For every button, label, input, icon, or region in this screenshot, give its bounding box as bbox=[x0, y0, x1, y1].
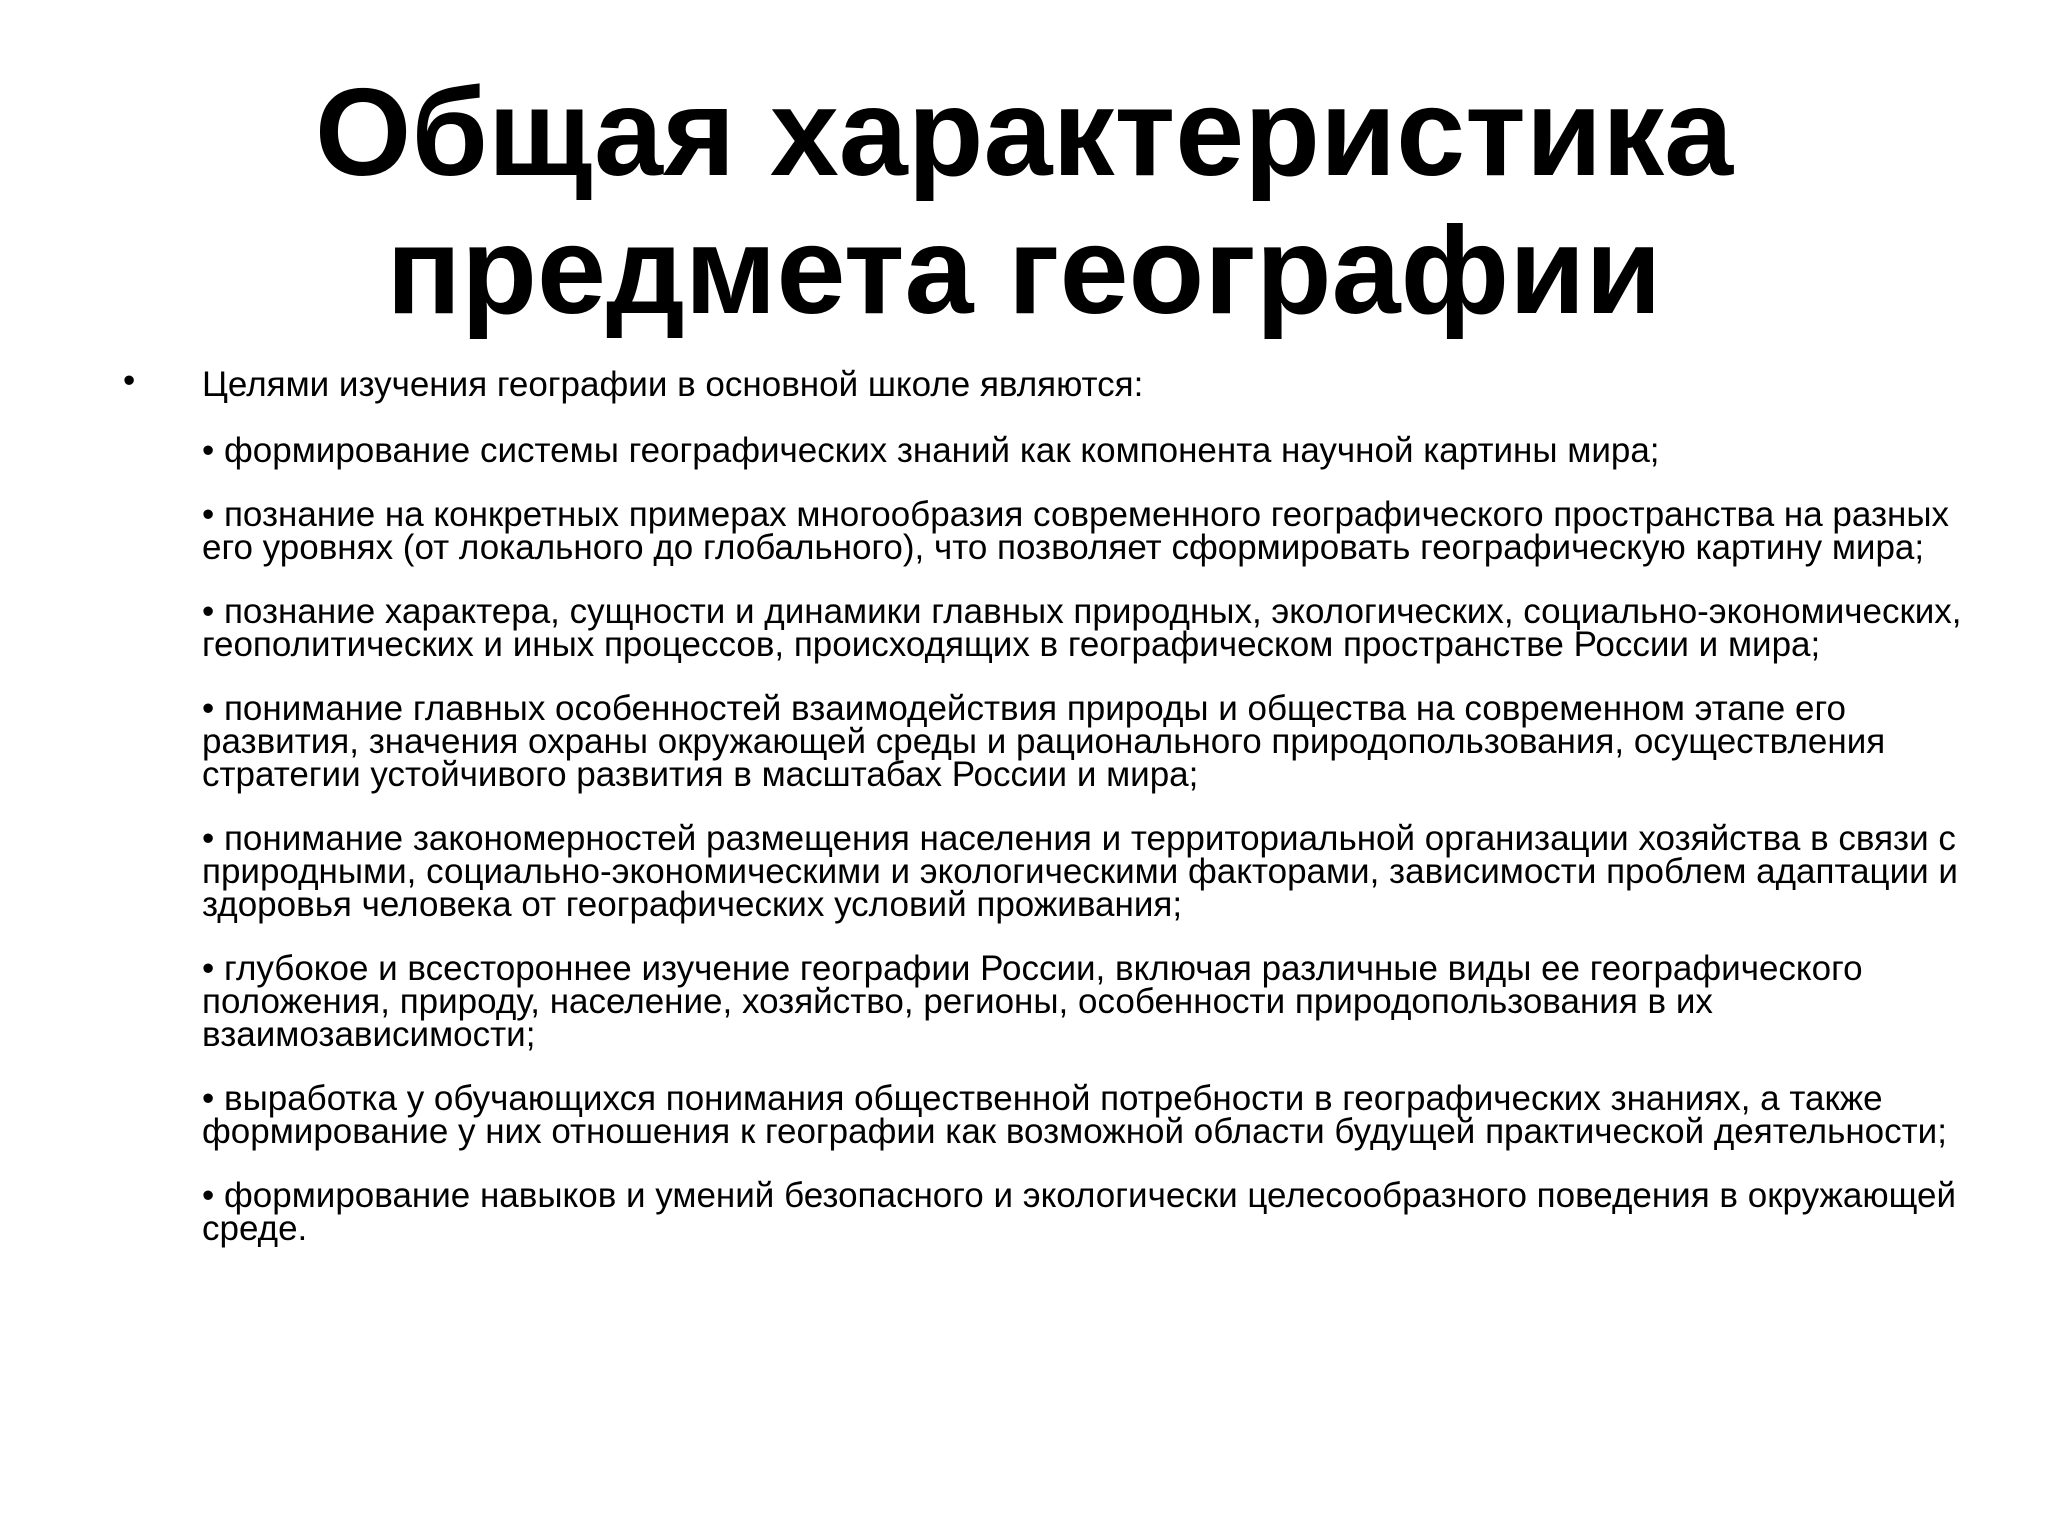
goals-list bbox=[120, 431, 1980, 1248]
intro-row bbox=[120, 361, 1980, 408]
goal-item-7: • выработка у обучающихся понимания общественной потребности в географических знаниях, а также формирование у них отношения к географии как возможной области будущей практической деятельности; bbox=[202, 1079, 1947, 1151]
goal-item-3: • познание характера, сущности и динамики главных природных, экологических, социально-экономических, геополитических и иных процессов, происходящих в географическом пространстве России и мира; bbox=[202, 592, 1962, 664]
slide-title-line-1: Общая характеристика bbox=[314, 64, 1734, 202]
slide-title bbox=[0, 64, 2048, 340]
goal-item-6: • глубокое и всестороннее изучение географии России, включая различные виды ее географического положения, природу, население, хозяйство, регионы, особенности природопользования в их взаимозависимости; bbox=[202, 949, 1863, 1054]
goal-item-1: • формирование системы географических знаний как компонента научной картины мира; bbox=[202, 431, 1660, 470]
goal-item-4: • понимание главных особенностей взаимодействия природы и общества на современном этапе его развития, значения охраны окружающей среды и рационального природопользования, осуществления стратегии устойчивого развития в масштабах России и мира; bbox=[202, 689, 1886, 794]
goal-item-5: • понимание закономерностей размещения населения и территориальной организации хозяйства в связи с природными, социально-экономическими и экологическими факторами, зависимости проблем адаптации и здоровья человека от географических условий проживания; bbox=[202, 819, 1958, 924]
slide-body bbox=[120, 361, 1980, 1248]
goal-item-2: • познание на конкретных примерах многообразия современного географического пространства на разных его уровнях (от локального до глобального), что позволяет сформировать географическую картину мира; bbox=[202, 495, 1949, 567]
slide-title-line-2: предмета географии bbox=[386, 202, 1662, 340]
bullet-icon: • bbox=[123, 361, 136, 400]
goal-item-8: • формирование навыков и умений безопасного и экологически целесообразного поведения в окружающей среде. bbox=[202, 1176, 1957, 1248]
intro-text: Целями изучения географии в основной школе являются: bbox=[202, 365, 1144, 404]
